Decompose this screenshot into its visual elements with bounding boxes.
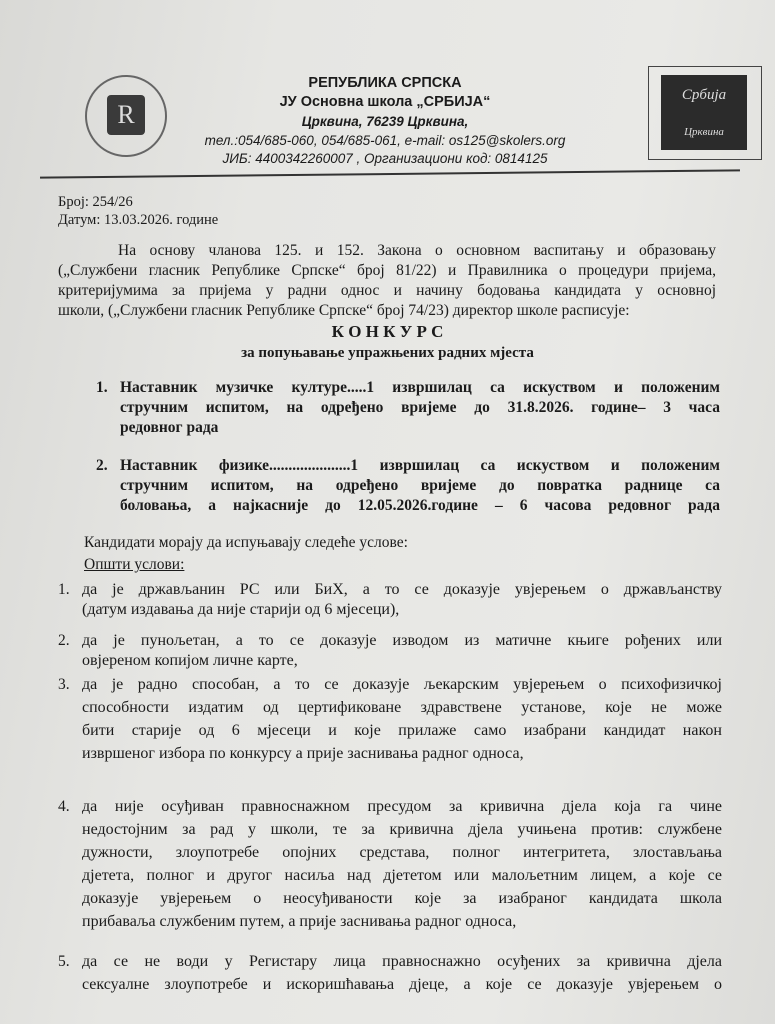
condition-line: недостојним за рад у школи, те за кривична дјела учињена против: службене <box>82 821 722 838</box>
logo-subtext: Црквина <box>684 126 724 138</box>
intro-line: критеријумима за пријема у радни однос и начину бодовања кандидата у основној <box>58 282 716 299</box>
position-number: 2. <box>96 457 108 474</box>
position-number: 1. <box>96 379 108 396</box>
position-line: боловања, а најкасније до 12.05.2026.године – 6 часова редовног рада <box>120 497 720 514</box>
position-line: редовног рада <box>120 419 219 436</box>
conditions-intro: Кандидати морају да испуњавају следеће услове: <box>84 534 408 551</box>
header-ids: ЈИБ: 4400342260007 , Организациони код: 0814125 <box>222 151 548 166</box>
condition-line: (датум издавања да није старији од 6 мјесеци), <box>82 601 400 618</box>
condition-number: 2. <box>58 632 70 649</box>
intro-line: школи, („Службени гласник Републике Српске“ број 74/23) директор школе расписује: <box>58 302 630 319</box>
condition-line: дужности, злоупотребе опојних средстава, полног интегритета, злостављања <box>82 844 722 861</box>
condition-line: да је пунољетан, а то се доказује изводом из матичне књиге рођених или <box>82 632 722 649</box>
condition-line: способности издатим од цертификоване здравствене установе, које не може <box>82 699 722 716</box>
condition-line: да је радно способан, а то се доказује љекарским увјерењем о психофизичкој <box>82 676 722 693</box>
school-emblem-icon <box>648 66 762 160</box>
coat-of-arms-seal-icon: R <box>85 75 167 157</box>
header-divider <box>40 169 740 178</box>
document-title: К О Н К У Р С <box>331 322 444 341</box>
condition-number: 3. <box>58 676 70 693</box>
intro-line: На основу чланова 125. и 152. Закона о основном васпитању и образовању <box>118 242 716 259</box>
header-school: ЈУ Основна школа „СРБИЈА“ <box>279 94 491 110</box>
position-line: Наставник физике.....................1 извршилац са искуством и положеним <box>120 457 720 474</box>
position-line: стручним испитом, на одређено вријеме до 31.8.2026. године– 3 часа <box>120 399 720 416</box>
condition-number: 5. <box>58 953 70 970</box>
condition-line: доказује увјерењем о неосуђиваности које за изабраног кандидата школа <box>82 890 722 907</box>
document-subtitle: за попуњавање упражњених радних мјеста <box>241 345 534 361</box>
general-conditions-heading: Општи услови: <box>84 556 185 573</box>
position-line: Наставник музичке културе.....1 извршилац са искуством и положеним <box>120 379 720 396</box>
condition-line: дјетета, полног и другог насиља над дјететом или малољетним лицем, а које се <box>82 867 722 884</box>
condition-line: бити старије од 6 мјесеци и које прилаже само изабрани кандидат након <box>82 722 722 739</box>
condition-line: сексуалне злоупотребе и искоришћавања дјеце, а које се доказује увјерењем о <box>82 976 722 993</box>
logo-text: Србија <box>681 87 727 103</box>
condition-number: 4. <box>58 798 70 815</box>
header-republic: РЕПУБЛИКА СРПСКА <box>308 75 462 91</box>
condition-line: да је држављанин РС или БиХ, а то се доказује увјерењем о држављанству <box>82 581 722 598</box>
condition-line: да се не води у Регистару лица правноснажно осуђених за кривична дјела <box>82 953 722 970</box>
position-line: стручним испитом, на одређено вријеме до повратка раднице са <box>120 477 720 494</box>
condition-line: да није осуђиван правноснажном пресудом за кривична дјела која га чине <box>82 798 722 815</box>
condition-number: 1. <box>58 581 70 598</box>
document-number: Број: 254/26 <box>58 194 133 210</box>
header-address: Црквина, 76239 Црквина, <box>301 114 469 129</box>
condition-line: овјереном копијом личне карте, <box>82 652 298 669</box>
intro-line: („Службени гласник Републике Српске“ број 81/22) и Правилника о процедури пријема, <box>58 262 716 279</box>
header-contact: тел.:054/685-060, 054/685-061, e-mail: os125@skolers.org <box>204 133 566 148</box>
document-date: Датум: 13.03.2026. године <box>58 212 219 228</box>
condition-line: прибаваља службеним путем, а прије заснивања радног односа, <box>82 913 517 930</box>
condition-line: извршеног избора по конкурсу а прије заснивања радног односа, <box>82 745 524 762</box>
